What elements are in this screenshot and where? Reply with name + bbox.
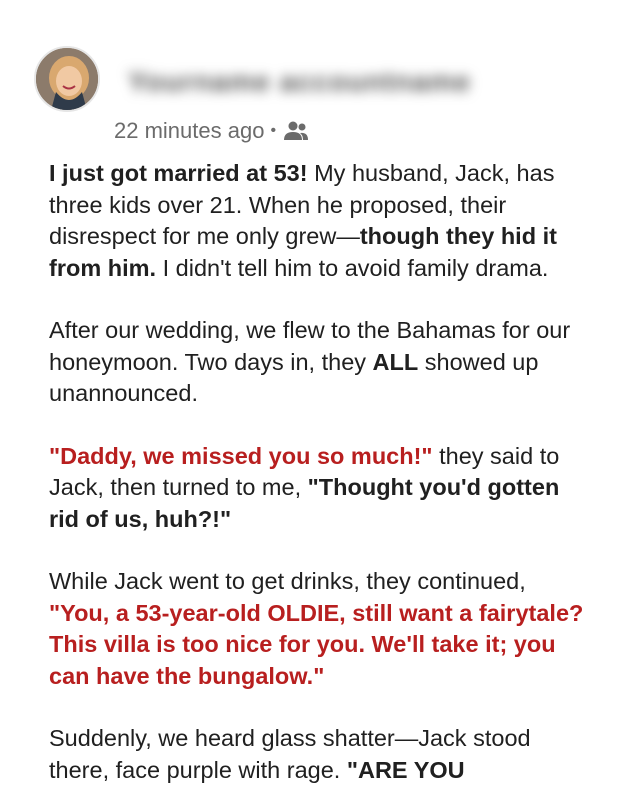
username[interactable]: Yourname accountname [128, 66, 472, 97]
p3-bold: "Thought you'd gotten rid of us, huh?!" [49, 474, 560, 532]
paragraph-3 [49, 441, 589, 536]
p4-red: "You, a 53-year-old OLDIE, still want a fairytale? This villa is too nice for you. We'll take it; you can have the bungalow." [49, 599, 584, 689]
avatar[interactable] [34, 46, 100, 112]
timestamp[interactable]: 22 minutes ago [114, 118, 265, 143]
p3-red: "Daddy, we missed you so much!" [49, 442, 433, 469]
p1-text-2: I didn't tell him to avoid family drama. [156, 254, 549, 281]
p2-bold: ALL [372, 348, 419, 375]
avatar-image [36, 48, 100, 112]
post-meta [114, 118, 310, 144]
paragraph-1 [49, 158, 589, 284]
p2-text-2: showed up unannounced. [49, 348, 539, 406]
p1-text: My husband, Jack, has three kids over 21. When he proposed, their disrespect for me only grew— [49, 160, 555, 249]
paragraph-2 [49, 315, 589, 410]
paragraph-5 [49, 723, 589, 786]
p5-bold: "ARE YOU [346, 756, 465, 783]
p1-bold: I just got married at 53! [49, 160, 308, 186]
p2-text: After our wedding, we flew to the Bahamas for our honeymoon. Two days in, they [49, 317, 571, 375]
p1-bold-2: though they hid it from him. [49, 223, 557, 281]
friends-icon[interactable] [282, 120, 310, 142]
p4-text: While Jack went to get drinks, they continued, [49, 568, 526, 594]
post-body [49, 158, 589, 799]
separator-dot: • [270, 122, 277, 139]
p5-text: Suddenly, we heard glass shatter—Jack stood there, face purple with rage. [49, 725, 531, 783]
p3-text: they said to Jack, then turned to me, [49, 442, 560, 500]
paragraph-4 [49, 566, 589, 692]
